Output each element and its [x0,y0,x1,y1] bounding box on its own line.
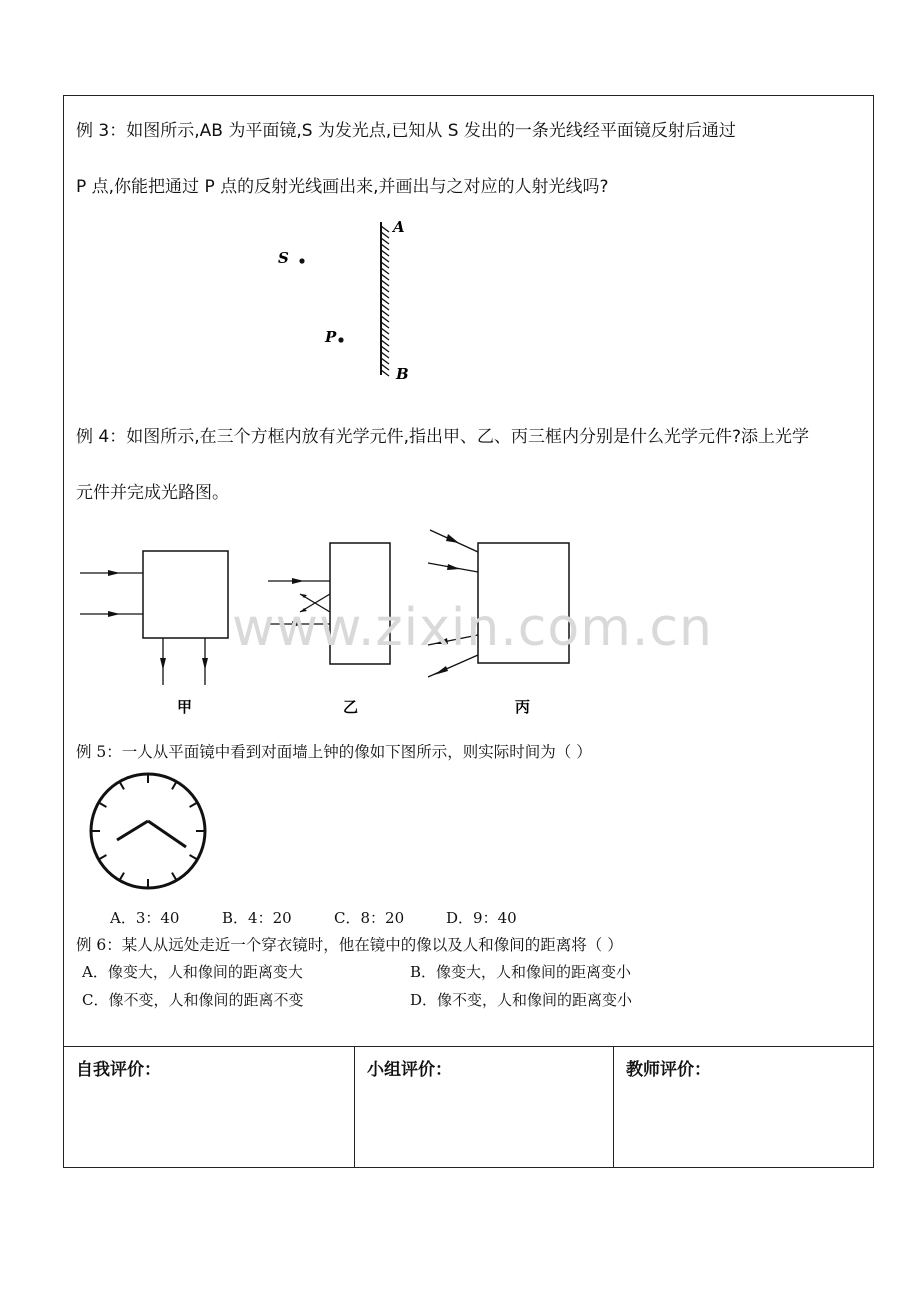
ex5-option-a: A．3：40 [110,909,180,927]
ex4-text-line1: 例 4：如图所示,在三个方框内放有光学元件,指出甲、乙、丙三框内分别是什么光学元件?添上光学 [76,427,810,447]
ex4-text-line2: 元件并完成光路图。 [76,483,229,503]
self-eval-cell[interactable] [64,1047,354,1167]
watermark-text: www.zixin.com.cn [232,598,713,658]
ex3-text-line1: 例 3：如图所示,AB 为平面镜,S 为发光点,已知从 S 发出的一条光线经平面镜反射后通过 [76,121,736,141]
label-jia: 甲 [177,698,193,716]
label-a: A [393,218,405,236]
ex5-option-c: C．8：20 [334,909,405,927]
ex6-option-b: B．像变大，人和像间的距离变小 [410,963,632,981]
clock-tick [172,873,176,880]
ex6-option-d: D．像不变，人和像间的距离变小 [410,991,633,1009]
ex5-question: 例 5：一人从平面镜中看到对面墙上钟的像如下图所示，则实际时间为（ ） [76,743,592,761]
group-eval-label: 小组评价： [367,1060,452,1080]
clock-tick [120,873,124,880]
clock-ticks [92,775,204,887]
teacher-eval-cell[interactable] [613,1047,873,1167]
ex6-option-c: C．像不变，人和像间的距离不变 [82,991,304,1009]
evaluation-row [63,1046,874,1168]
clock-tick [190,803,197,807]
clock-tick [100,803,107,807]
self-eval-label: 自我评价： [76,1060,161,1080]
clock-hand-short [117,821,148,840]
teacher-eval-label: 教师评价： [626,1060,711,1080]
label-bing: 丙 [515,698,531,716]
clock-tick [120,783,124,790]
clock-face [91,774,205,888]
label-b: B [396,365,409,383]
clock-hand-long [148,821,186,847]
ex5-option-d: D．9：40 [446,909,517,927]
clock-tick [100,855,107,859]
clock-tick [190,855,197,859]
group-eval-cell[interactable] [354,1047,613,1167]
ex5-option-b: B．4：20 [222,909,292,927]
ex6-option-a: A．像变大，人和像间的距离变大 [82,963,303,981]
label-s: S [278,249,289,267]
ex3-text-line2: P 点,你能把通过 P 点的反射光线画出来,并画出与之对应的人射光线吗? [76,177,609,197]
clock-tick [172,783,176,790]
label-p: P [325,328,337,346]
ex6-question: 例 6：某人从远处走近一个穿衣镜时，他在镜中的像以及人和像间的距离将（ ） [76,936,623,954]
label-yi: 乙 [343,698,359,716]
